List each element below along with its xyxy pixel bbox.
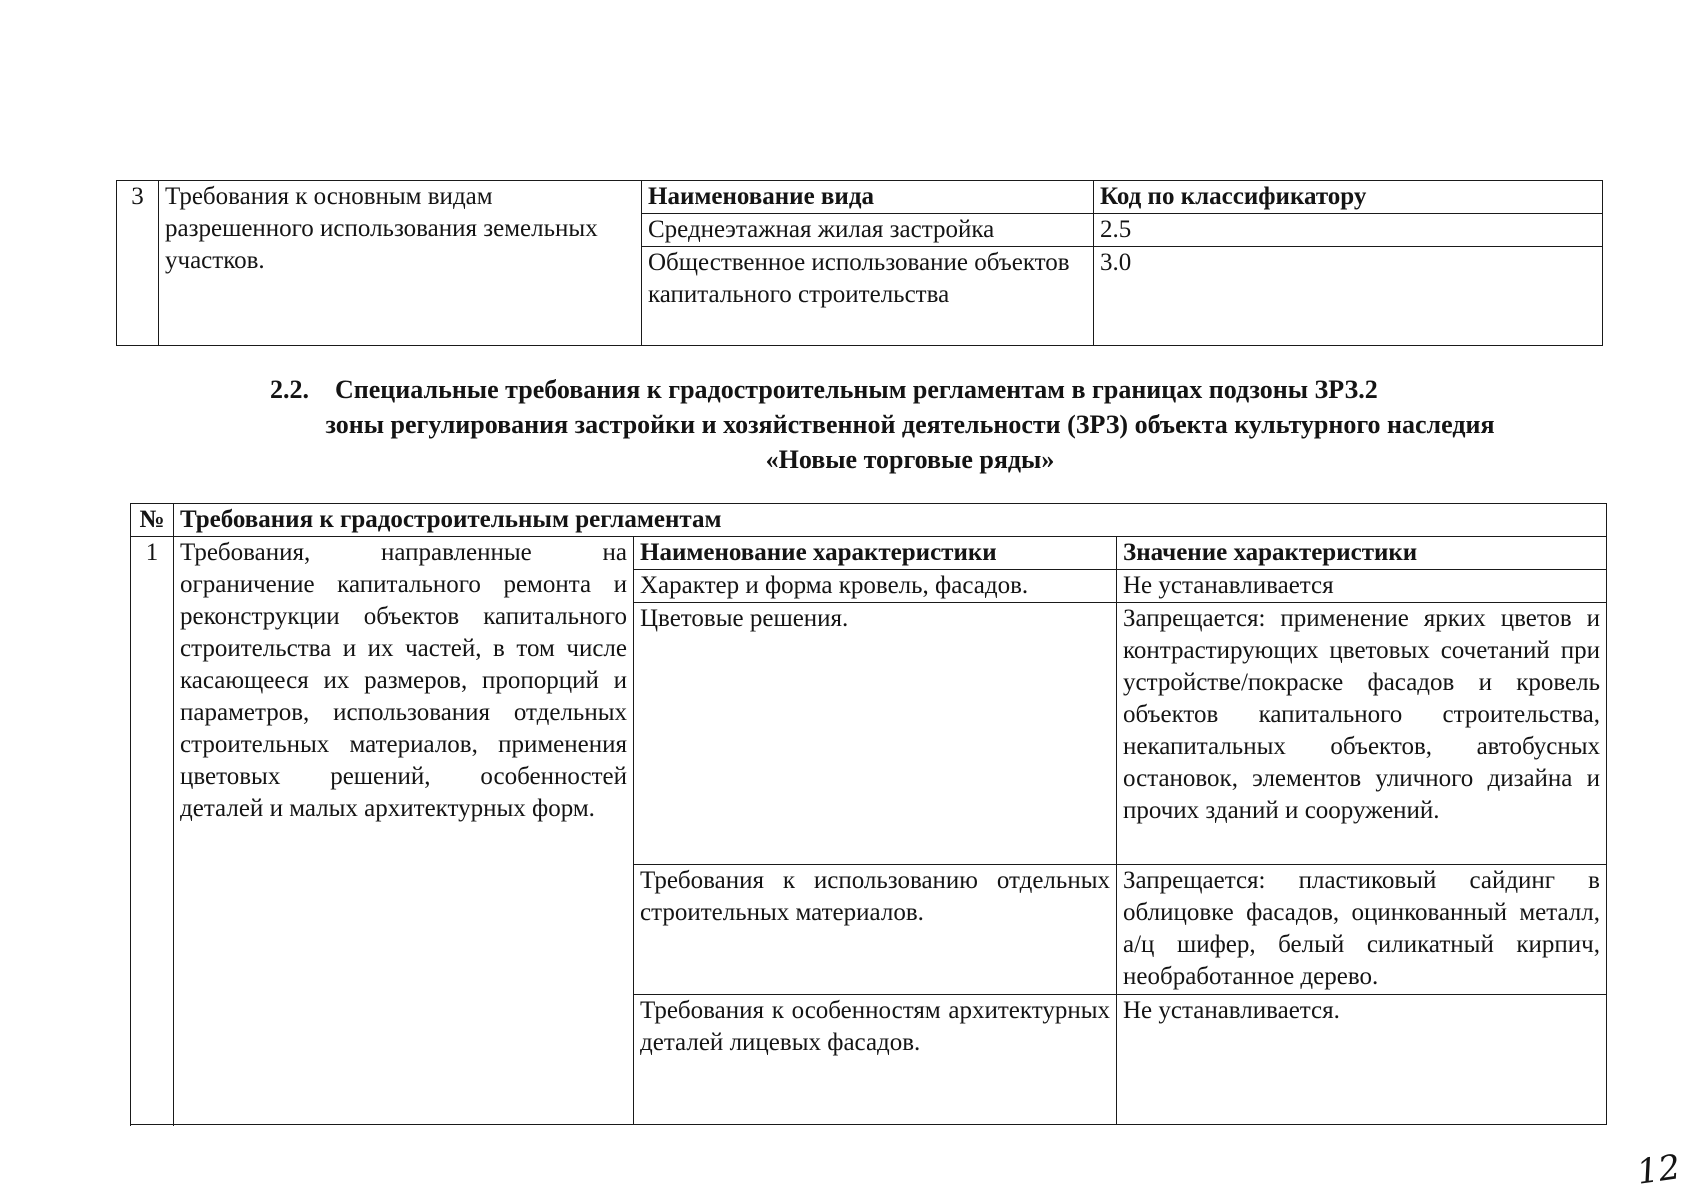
characteristic-value-cell: Не устанавливается	[1117, 570, 1607, 603]
requirement-cell: Требования к основным видам разрешенного использования земельных участков.	[159, 181, 642, 346]
use-code-cell: 2.5	[1094, 214, 1603, 247]
characteristic-name-cell: Цветовые решения.	[634, 603, 1117, 865]
use-name-cell: Среднеэтажная жилая застройка	[642, 214, 1094, 247]
characteristic-name-cell: Требования к особенностям архитектурных деталей лицевых фасадов.	[634, 995, 1117, 1125]
characteristic-name-cell: Требования к использованию отдельных строительных материалов.	[634, 865, 1117, 995]
characteristic-value-cell: Не устанавливается.	[1117, 995, 1607, 1125]
row-number: 3	[117, 181, 159, 346]
section-number: 2.2.	[270, 375, 309, 404]
characteristic-value-cell: Запрещается: применение ярких цветов и контрастирующих цветовых сочетаний при устройстве/покраске фасадов и кровель объектов капитального строительства, некапитальных объектов, автобусных остановок, элементов уличного дизайна и прочих зданий и сооружений.	[1117, 603, 1607, 865]
row-number: 1	[131, 537, 174, 1125]
section-title-line-1: Специальные требования к градостроительным регламентам в границах подзоны ЗРЗ.2	[335, 375, 1378, 404]
number-header: №	[131, 504, 174, 537]
column-header-code: Код по классификатору	[1094, 181, 1603, 214]
section-title-line-3: «Новые торговые ряды»	[765, 445, 1055, 474]
column-header-value: Значение характеристики	[1117, 537, 1607, 570]
use-name-cell: Общественное использование объектов капитального строительства	[642, 247, 1094, 346]
use-code-cell: 3.0	[1094, 247, 1603, 346]
column-header-name: Наименование вида	[642, 181, 1094, 214]
section-heading	[180, 372, 1640, 477]
regulations-table	[130, 503, 1607, 1125]
main-header: Требования к градостроительным регламентам	[174, 504, 1607, 537]
characteristic-value-cell: Запрещается: пластиковый сайдинг в облицовке фасадов, оцинкованный металл, а/ц шифер, белый силикатный кирпич, необработанное дерево.	[1117, 865, 1607, 995]
section-title-line-2: зоны регулирования застройки и хозяйственной деятельности (ЗРЗ) объекта культурного наследия	[325, 410, 1495, 439]
characteristic-name-cell: Характер и форма кровель, фасадов.	[634, 570, 1117, 603]
page-number: 12	[1634, 1147, 1683, 1193]
column-header-characteristic: Наименование характеристики	[634, 537, 1117, 570]
allowed-use-table	[116, 180, 1603, 346]
requirement-cell: Требования, направленные на ограничение капитального ремонта и реконструкции объектов капитального строительства и их частей, в том числе касающееся их размеров, пропорций и параметров, использования отдельных строительных материалов, применения цветовых решений, особенностей деталей и малых архитектурных форм.	[174, 537, 634, 1125]
